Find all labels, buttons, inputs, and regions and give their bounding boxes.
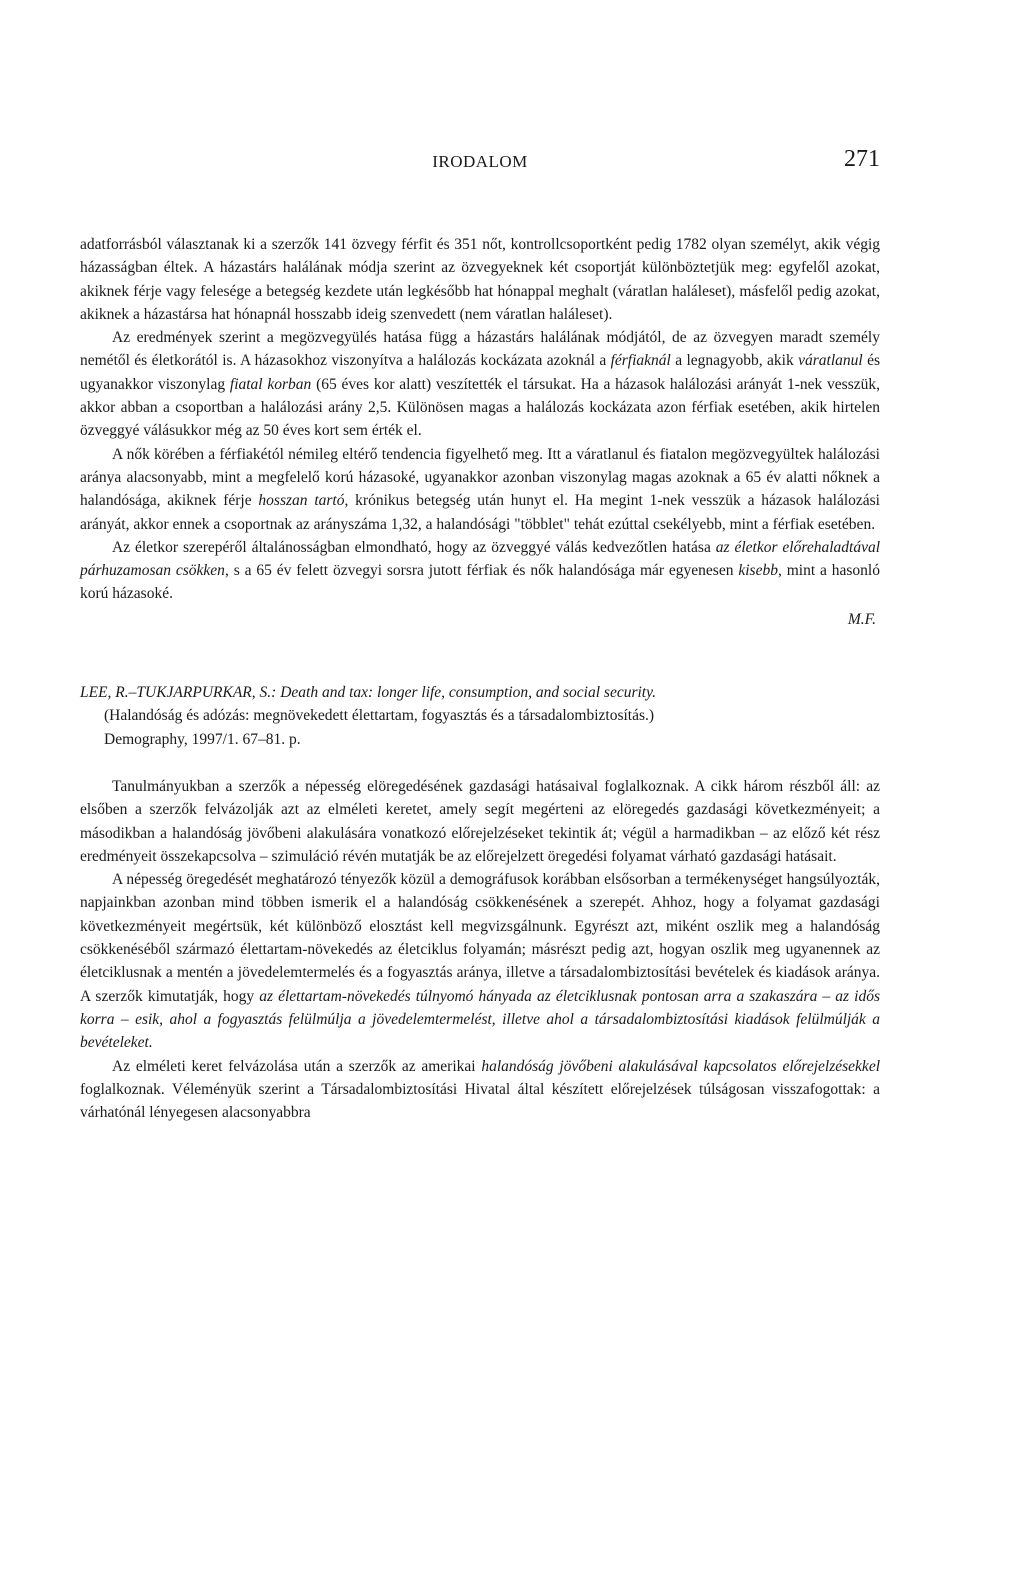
text-run: , s a 65 év felett özvegyi sorsra jutott férfiak és nők halandósága már egyenesen	[224, 562, 739, 580]
citation	[80, 681, 880, 751]
text-run: A népesség öregedését meghatározó tényezők közül a demográfusok korábban elsősorban a termékenységet hangsúlyozták, napjainkban azonban mind többen ismerik el a halandóság csökkenésének a szerepét. Ahhoz, hogy a folyamat gazdasági következményeit megértsük, két különböző elosztást kell megvizsgálnunk. Egyrészt azt, miként oszlik meg a halandóság csökkenéséből származó élettartam-növekedés az életciklus folyamán; másrészt pedig azt, hogyan oszlik meg ugyanennek az életciklusnak a mentén a jövedelemtermelés és a fogyasztás aránya, illetve a társadalombiztosítási bevételek és kiadások aránya. A szerzők kimutatják, hogy	[80, 871, 880, 1005]
citation-source: Demography, 1997/1. 67–81. p.	[104, 730, 301, 748]
text-run: foglalkoznak. Véleményük szerint a Társadalombiztosítási Hivatal által készített előrejelzések túlságosan visszafogottak: a várhatónál lényegesen alacsonyabbra	[80, 1080, 880, 1122]
emphasis: halandóság jövőbeni alakulásával kapcsolatos előrejelzésekkel	[481, 1057, 880, 1075]
text-run: Az elméleti keret felvázolása után a szerzők az amerikai	[112, 1057, 482, 1075]
text-run: , mint a hasonló korú házasoké.	[80, 562, 880, 603]
emphasis: váratlanul	[798, 352, 863, 370]
review1-paragraph-4	[80, 536, 880, 606]
text-run: a legnagyobb, akik	[670, 352, 799, 370]
emphasis: kisebb	[738, 562, 778, 580]
emphasis: fiatal korban	[229, 375, 312, 393]
emphasis: hosszan tartó	[258, 492, 345, 510]
text-run: Az eredmények szerint a megözvegyülés hatása függ a házastárs halálának módjától, de az özvegyen maradt személy nemétől és életkorától is. A házasokhoz viszonyítva a halálozás kockázata azoknál a	[80, 329, 880, 370]
review2-paragraph-3	[80, 1055, 880, 1125]
emphasis: az élettartam-növekedés túlnyomó hányada az életciklusnak pontosan arra a szakaszára – az idős korra – esik, ahol a fogyasztás felülmúlja a jövedelemtermelést, illetve ahol a társadalombiztosítási kiadások felülmúlják a bevételeket.	[80, 987, 880, 1052]
citation-heading	[80, 681, 880, 704]
review1-paragraph-2	[80, 326, 880, 442]
review1-paragraph-1: adatforrásból választanak ki a szerzők 141 özvegy férfit és 351 nőt, kontrollcsoportként pedig 1782 olyan személyt, akik végig házasságban éltek. A házastárs halálának módja szerint az özvegyeknek két csoportját különböztetjük meg: egyfelől azokat, akiknek férje vagy felesége a betegség kezdete után legkésőbb hat hónappal meghalt (váratlan haláleset), másfelől pedig azokat, akiknek a házastársa hat hónapnál hosszabb ideig szenvedett (nem váratlan haláleset).	[80, 236, 880, 323]
text-run: és ugyanakkor viszonylag	[80, 352, 880, 393]
review1-paragraph-3	[80, 443, 880, 536]
page	[80, 0, 880, 1593]
citation-authors: LEE, R.–TUKJARPURKAR, S.:	[80, 684, 277, 702]
reviewer-signature: M.F.	[847, 610, 876, 628]
review2-paragraph-2	[80, 868, 880, 1054]
citation-title: Death and tax: longer life, consumption, and social security.	[276, 684, 657, 702]
review2	[80, 775, 880, 1124]
text-run: , krónikus betegség után hunyt el. Ha megint 1-nek vesszük a házasok halálozási arányát, akkor ennek a csoportnak az arányszáma 1,32, a halandósági "többlet" tehát ezúttal csekélyebb, mint a férfiak esetében.	[80, 492, 880, 533]
emphasis: férfiaknál	[610, 352, 671, 370]
text-run: A nők körében a férfiakétól némileg eltérő tendencia figyelhető meg. Itt a váratlanul és fiatalon megözvegyültek halálozási aránya alacsonyabb, mint a megfelelő korú házasoké, ugyanakkor azonban viszonylag magas azoknak a 65 év alatti nőknek a halandósága, akiknek férje	[80, 445, 880, 510]
text-run: Az életkor szerepéről általánosságban elmondható, hogy az özveggyé válás kedvezőtlen hatása	[112, 538, 716, 556]
citation-translation: (Halandóság és adózás: megnövekedett élettartam, fogyasztás és a társadalombiztosítás.)	[104, 707, 655, 725]
running-header	[80, 146, 880, 180]
running-header-title: IRODALOM	[432, 152, 528, 171]
emphasis: az életkor előrehaladtával párhuzamosan csökken	[80, 538, 881, 580]
document-body	[80, 233, 880, 1124]
text-run: (65 éves kor alatt) veszítették el társukat. Ha a házasok halálozási arányát 1-nek vesszük, akkor abban a csoportban a halálozási arány 2,5. Különösen magas a halálozás kockázata azon férfiak esetében, akik hirtelen özveggyé válásukkor még az 50 éves kort sem érték el.	[80, 375, 880, 440]
review2-paragraph-1: Tanulmányukban a szerzők a népesség elöregedésének gazdasági hatásaival foglalkoznak. A cikk három részből áll: az elsőben a szerzők felvázolják azt az elméleti keretet, amely segít megérteni az elöregedés gazdasági következményeit; a másodikban a halandóság jövőbeni alakulására vonatkozó előrejelzéseket tekintik át; végül a harmadikban – az előző két rész eredményeit összekapcsolva – szimuláció révén mutatják be az előrejelzett öregedési folyamat várható gazdasági hatásait.	[80, 777, 880, 865]
page-number: 271	[844, 146, 880, 172]
